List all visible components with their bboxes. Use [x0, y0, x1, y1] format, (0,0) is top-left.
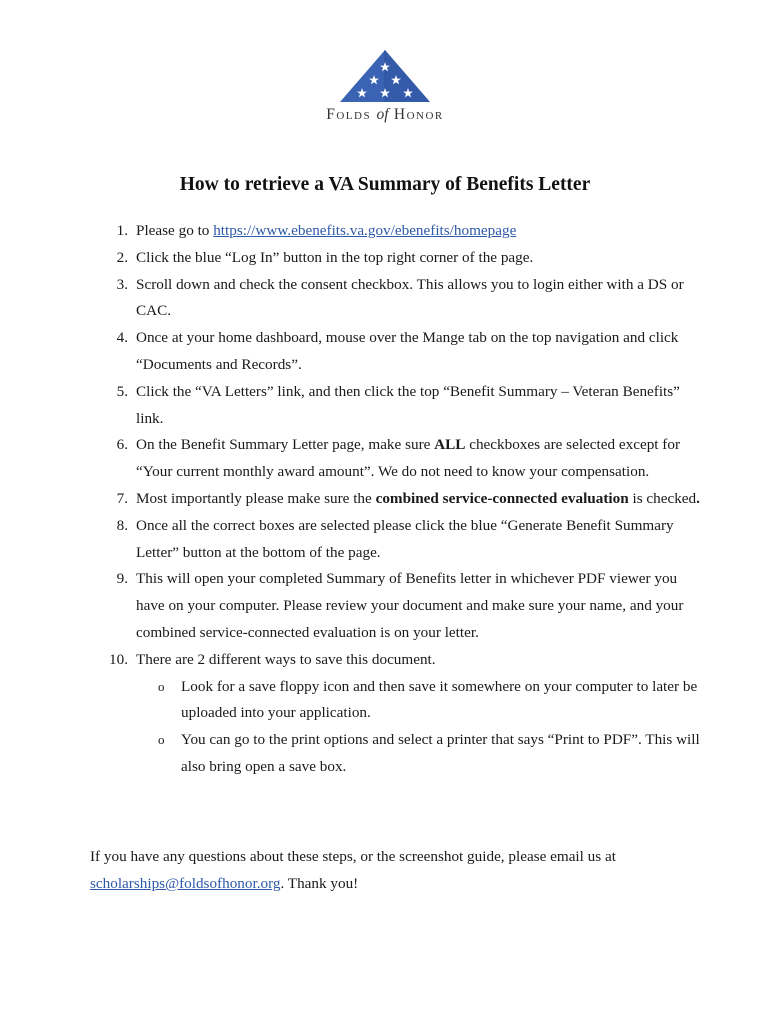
list-item: [136, 674, 700, 728]
list-item: [100, 325, 700, 379]
step-bold-text: combined service-connected evaluation: [375, 489, 629, 507]
step-text: Most importantly please make sure the: [136, 489, 376, 507]
list-item: [100, 432, 700, 486]
save-options-list: [136, 674, 700, 781]
logo-word-of: of: [376, 106, 389, 123]
step-text: This will open your completed Summary of Benefits letter in whichever PDF viewer you have on your computer. Please review your document and make sure your name, and your combined service-connected evaluation is on your letter.: [136, 570, 684, 641]
step-number: 10.: [109, 650, 128, 668]
step-number: 5.: [116, 382, 128, 400]
step-text: Once at your home dashboard, mouse over the Mange tab on the top navigation and click “Documents and Records”.: [136, 329, 679, 373]
step-number: 3.: [116, 275, 128, 293]
step-number: 8.: [116, 516, 128, 534]
list-item: [100, 566, 700, 646]
list-item: [100, 647, 700, 781]
step-text: Scroll down and check the consent checkbox. This allows you to login either with a DS or CAC.: [136, 275, 684, 320]
step-text: is checked: [628, 489, 697, 507]
hollow-bullet-icon: o: [158, 732, 165, 748]
step-text: checkboxes are selected except for “Your current monthly award amount”. We do not need to know your compensation.: [136, 436, 681, 481]
logo-word-honor: Honor: [393, 106, 444, 123]
step-number: 2.: [116, 248, 128, 266]
email-link[interactable]: scholarships@foldsofhonor.org: [90, 874, 281, 892]
logo-word-folds: Folds: [326, 106, 372, 123]
step-bold-period: .: [696, 489, 700, 507]
step-text: There are 2 different ways to save this document.: [136, 650, 436, 668]
step-number: 4.: [116, 329, 128, 347]
step-bold-text: ALL: [434, 436, 466, 454]
list-item: [100, 486, 700, 513]
step-text: Once all the correct boxes are selected please click the blue “Generate Benefit Summary Letter” button at the bottom of the page.: [136, 516, 674, 561]
footer-text-end: . Thank you!: [280, 874, 359, 892]
step-text: On the Benefit Summary Letter page, make sure: [136, 436, 435, 454]
step-text: Please go to: [136, 222, 214, 239]
contact-paragraph: [90, 844, 690, 898]
ebenefits-link[interactable]: https://www.ebenefits.va.gov/ebenefits/homepage: [213, 222, 517, 239]
list-item: [100, 272, 700, 326]
sub-bullet-text: You can go to the print options and select a printer that says “Print to PDF”. This will also bring open a save box.: [181, 731, 700, 775]
list-item: [100, 245, 700, 272]
list-item: [100, 513, 700, 567]
step-number: 1.: [116, 222, 128, 239]
sub-bullet-text: Look for a save floppy icon and then save it somewhere on your computer to later be uploaded into your application.: [181, 677, 698, 722]
folds-of-honor-logo: [308, 48, 462, 130]
step-number: 6.: [116, 436, 128, 454]
step-text: Click the “VA Letters” link, and then click the top “Benefit Summary – Veteran Benefits” link.: [136, 382, 680, 427]
step-number: 9.: [116, 570, 128, 588]
list-item: [100, 218, 700, 245]
step-number: 7.: [116, 489, 128, 507]
steps-list: [100, 218, 700, 781]
list-item: [100, 379, 700, 433]
step-text: Click the blue “Log In” button in the top right corner of the page.: [136, 248, 534, 266]
hollow-bullet-icon: o: [158, 678, 165, 694]
folded-flag-icon: [338, 48, 432, 104]
page-title: How to retrieve a VA Summary of Benefits Letter: [179, 174, 591, 195]
list-item: [136, 727, 700, 781]
footer-text: If you have any questions about these steps, or the screenshot guide, please email us at: [90, 848, 616, 865]
logo-wordmark: [308, 106, 462, 124]
